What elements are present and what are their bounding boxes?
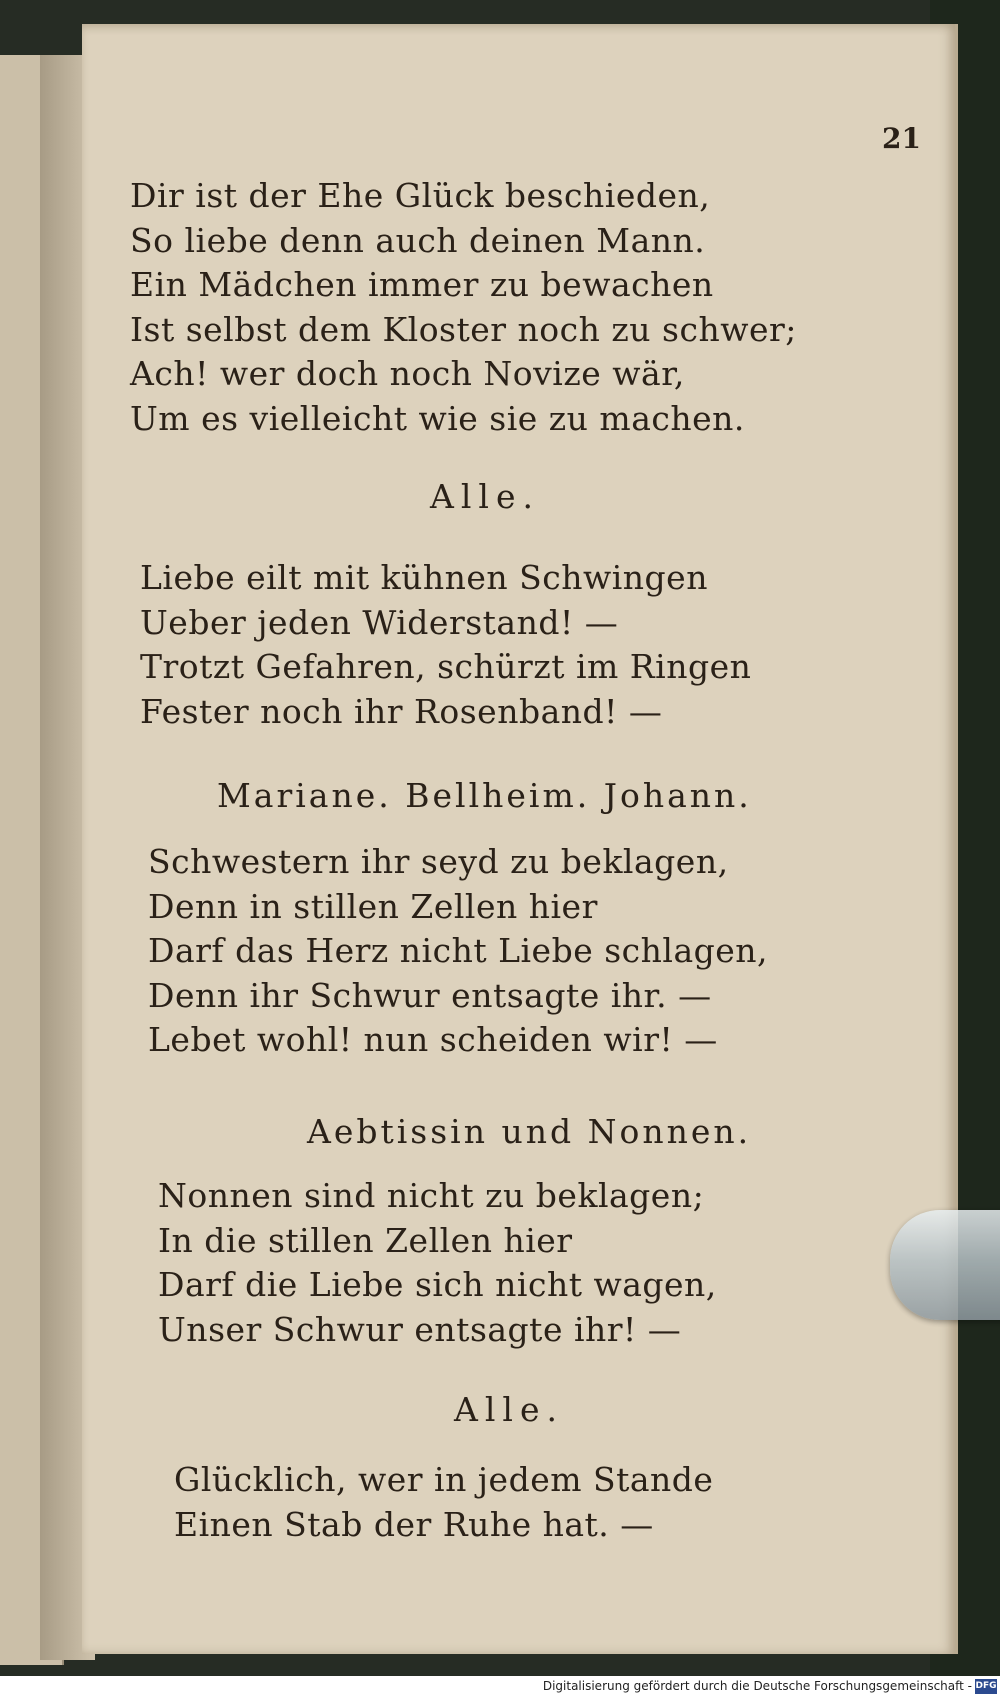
speaker-heading-aebtissin-und-nonnen: Aebtissin und Nonnen. (307, 1112, 752, 1151)
verse-line: Denn in stillen Zellen hier (148, 886, 598, 926)
verse-line: Unser Schwur entsagte ihr! — (158, 1309, 682, 1349)
verse-line: Denn ihr Schwur entsagte ihr. — (148, 975, 712, 1015)
verse-line: Einen Stab der Ruhe hat. — (174, 1504, 654, 1544)
verse-line: Glücklich, wer in jedem Stande (174, 1460, 714, 1499)
verse-block-2 (140, 556, 751, 734)
verse-line: Lebet wohl! nun scheiden wir! — (148, 1020, 718, 1059)
verse-line: Ueber jeden Widerstand! — (140, 602, 619, 642)
verse-line: Dir ist der Ehe Glück beschieden, (130, 176, 711, 215)
verse-line: Darf das Herz nicht Liebe schlagen, (148, 931, 769, 970)
verse-line: Um es vielleicht wie sie zu machen. (130, 398, 745, 438)
dfg-logo: DFG (975, 1679, 997, 1694)
footer-bar (0, 1676, 1000, 1698)
speaker-heading-alle: Alle. (454, 1390, 564, 1429)
verse-line: Liebe eilt mit kühnen Schwingen (140, 558, 708, 597)
verse-line: Fester noch ihr Rosenband! — (140, 691, 663, 731)
verse-block-1 (130, 174, 797, 441)
speaker-heading-mariane-bellheim-johann: Mariane. Bellheim. Johann. (217, 776, 752, 815)
verse-line: Ein Mädchen immer zu bewachen (130, 265, 714, 304)
verse-block-5 (174, 1458, 713, 1547)
verse-block-4 (158, 1174, 717, 1352)
verse-line: Schwestern ihr seyd zu beklagen, (148, 842, 729, 881)
verse-block-3 (148, 840, 768, 1063)
verse-line: Darf die Liebe sich nicht wagen, (158, 1265, 717, 1304)
page-number: 21 (882, 122, 921, 155)
page-sheet (82, 24, 958, 1654)
verse-line: Ach! wer doch noch Novize wär, (130, 354, 685, 393)
verse-line: In die stillen Zellen hier (158, 1220, 573, 1260)
verse-line: Trotzt Gefahren, schürzt im Ringen (140, 647, 752, 686)
verse-line: Ist selbst dem Kloster noch zu schwer; (130, 309, 797, 349)
footer-credit: Digitalisierung gefördert durch die Deutsche Forschungsgemeinschaft - (542, 1679, 972, 1693)
page-clip (890, 1210, 1000, 1320)
speaker-heading-alle: Alle. (430, 477, 540, 516)
verse-line: Nonnen sind nicht zu beklagen; (158, 1176, 705, 1215)
verse-line: So liebe denn auch deinen Mann. (130, 220, 706, 260)
